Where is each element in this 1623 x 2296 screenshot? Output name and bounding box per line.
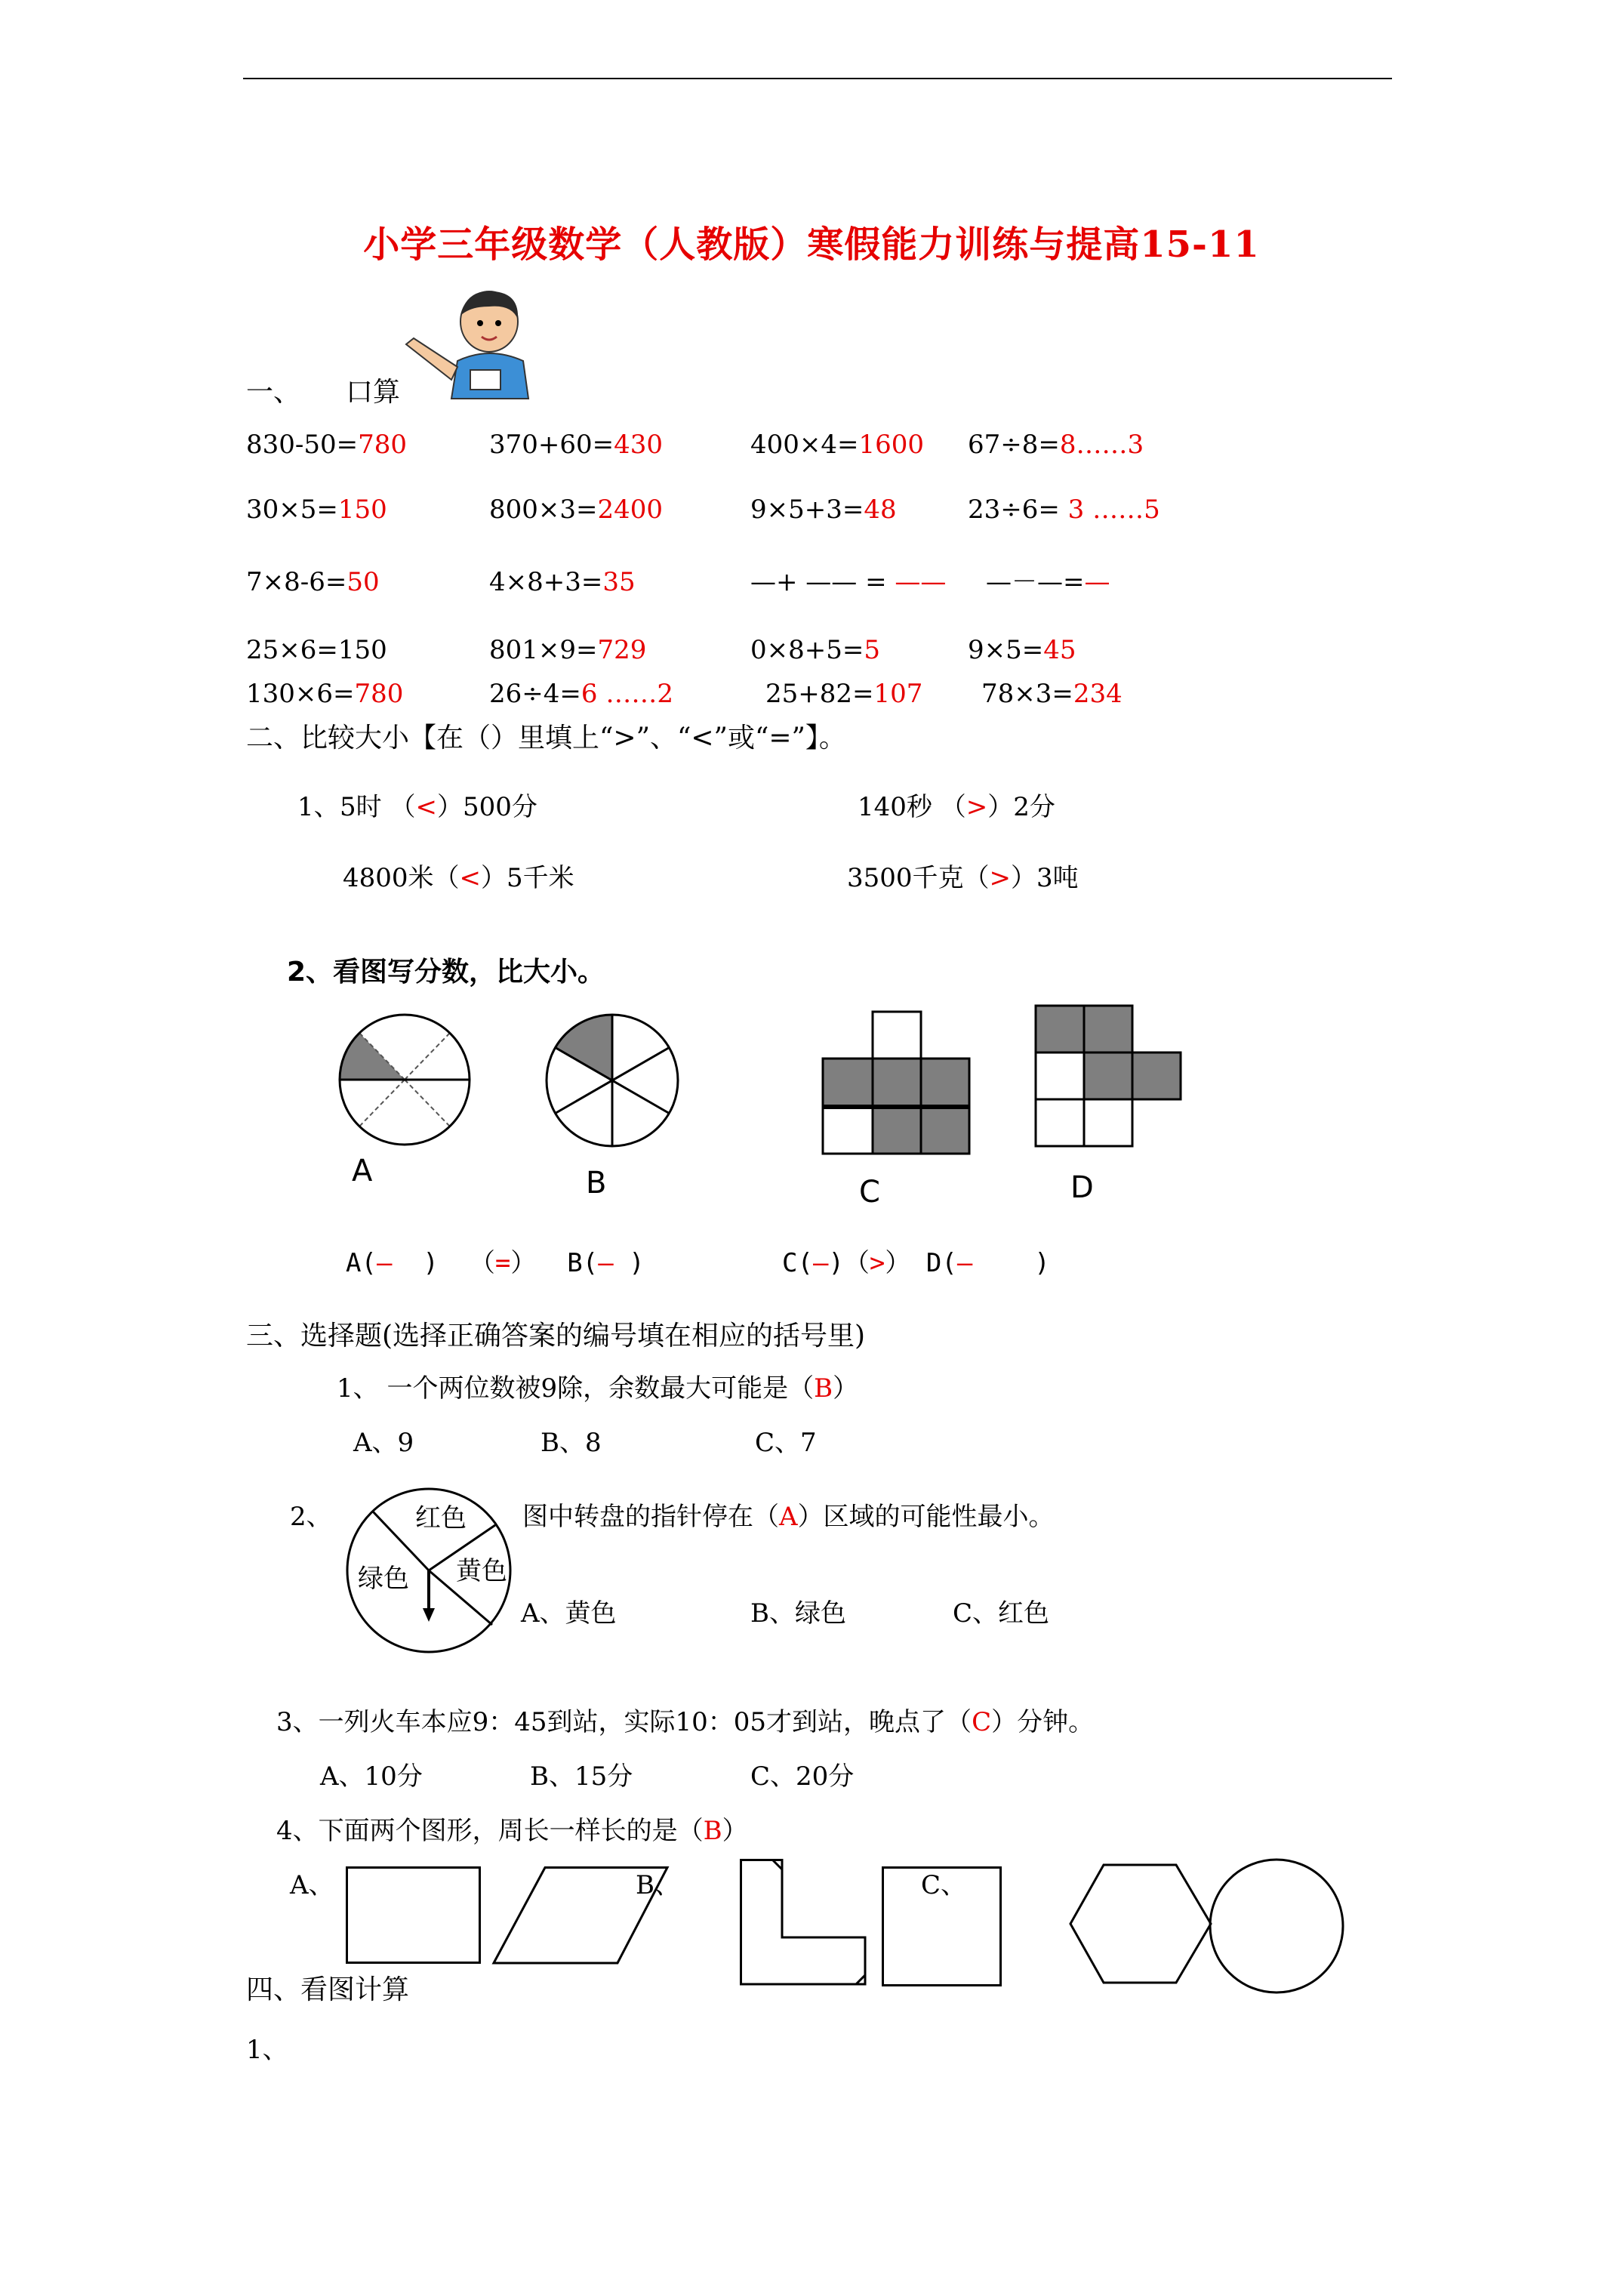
spinner-label-red: 红色 <box>415 1503 467 1533</box>
calc-item: 30×5=150 <box>246 495 387 525</box>
choice-q4-option: A、 <box>290 1870 334 1900</box>
calc-item: 23÷6= 3 ……5 <box>968 495 1160 525</box>
shape-parallelogram <box>492 1866 673 1965</box>
section-1-heading: 口算 <box>346 377 401 408</box>
calc-item: 25×6=150 <box>246 635 387 665</box>
choice-q4-option: C、 <box>921 1870 967 1900</box>
fraction-sub-item: —－—=— <box>986 567 1110 597</box>
section-4-heading: 四、看图计算 <box>246 1974 410 2005</box>
figure-a-circle <box>338 1013 471 1146</box>
shape-square <box>882 1866 1002 1987</box>
choice-q3-option: B、15分 <box>530 1761 633 1792</box>
compare-item: 3500千克（>）3吨 <box>847 863 1079 893</box>
calc-item: 400×4=1600 <box>750 430 925 460</box>
boy-illustration <box>399 285 550 399</box>
calc-item: 7×8-6=50 <box>246 567 380 597</box>
shape-rectangle <box>346 1866 482 1965</box>
header-rule <box>243 78 1392 79</box>
calc-item: 9×5=45 <box>968 635 1076 665</box>
calc-item: 800×3=2400 <box>489 495 664 525</box>
choice-q2-option: C、红色 <box>953 1598 1050 1629</box>
choice-q1: 1、 一个两位数被9除，余数最大可能是（B） <box>337 1373 859 1404</box>
figure-c-squares <box>823 1012 971 1155</box>
fraction-add-item: —+ —— = —— <box>750 567 947 597</box>
shape-hexagon <box>1069 1863 1212 1986</box>
calc-item: 26÷4=6 ……2 <box>489 679 673 709</box>
compare-item: 4800米（<）5千米 <box>343 863 574 893</box>
figure-d-squares <box>1036 1006 1184 1149</box>
spinner-label-green: 绿色 <box>358 1564 409 1594</box>
calc-item: 0×8+5=5 <box>750 635 881 665</box>
section-2-heading: 二、比较大小【在（）里填上“>”、“<”或“=”】。 <box>246 723 846 754</box>
page-title: 小学三年级数学（人教版）寒假能力训练与提高15-11 <box>363 223 1260 266</box>
choice-q3-option: A、10分 <box>320 1761 423 1792</box>
compare-q1-number: 1、 <box>297 792 340 822</box>
figure-d-label: D <box>1070 1170 1094 1205</box>
calc-item: 830-50=780 <box>246 430 408 460</box>
calc-item: 78×3=234 <box>981 679 1123 709</box>
choice-q1-option: A、9 <box>353 1428 414 1458</box>
choice-q2-option: B、绿色 <box>750 1598 846 1629</box>
calc-item: 4×8+3=35 <box>489 567 636 597</box>
choice-q4-option: B、 <box>636 1870 680 1900</box>
choice-q2-option: A、黄色 <box>521 1598 617 1629</box>
section-4-q1: 1、 <box>246 2035 288 2065</box>
choice-q3: 3、一列火车本应9：45到站，实际10：05才到站，晚点了（C）分钟。 <box>276 1707 1095 1737</box>
choice-q3-option: C、20分 <box>750 1761 855 1792</box>
fraction-answer-row: C(—)（>） D(— ) <box>782 1248 1050 1278</box>
calc-item: 130×6=780 <box>246 679 404 709</box>
spinner-label-yellow: 黄色 <box>456 1556 507 1586</box>
figure-b-circle <box>545 1013 679 1148</box>
choice-q2-number: 2、 <box>290 1502 332 1532</box>
shape-l-shape <box>740 1859 868 1987</box>
choice-q1-option: C、7 <box>755 1428 817 1458</box>
compare-item: 140秒 （>）2分 <box>858 792 1055 822</box>
choice-q1-option: B、8 <box>540 1428 602 1458</box>
figure-c-label: C <box>859 1175 880 1210</box>
fraction-answer-row: A(— ) （=） B(— ) <box>346 1248 645 1278</box>
figure-a-label: A <box>352 1154 373 1188</box>
calc-item: 9×5+3=48 <box>750 495 897 525</box>
compare-item: 5时 （<）500分 <box>340 792 537 822</box>
choice-q4: 4、下面两个图形，周长一样长的是（B） <box>276 1816 748 1846</box>
shape-circle <box>1208 1857 1345 1995</box>
section-3-heading: 三、选择题(选择正确答案的编号填在相应的括号里) <box>246 1321 866 1351</box>
figure-b-label: B <box>586 1166 607 1200</box>
compare-q2-heading: 2、看图写分数，比大小。 <box>287 957 605 988</box>
calc-item: 67÷8=8……3 <box>968 430 1144 460</box>
calc-item: 801×9=729 <box>489 635 647 665</box>
choice-q2: 图中转盘的指针停在（A）区域的可能性最小。 <box>522 1502 1055 1532</box>
calc-item: 25+82=107 <box>765 679 923 709</box>
section-1-number: 一、 <box>246 377 301 408</box>
calc-item: 370+60=430 <box>489 430 664 460</box>
